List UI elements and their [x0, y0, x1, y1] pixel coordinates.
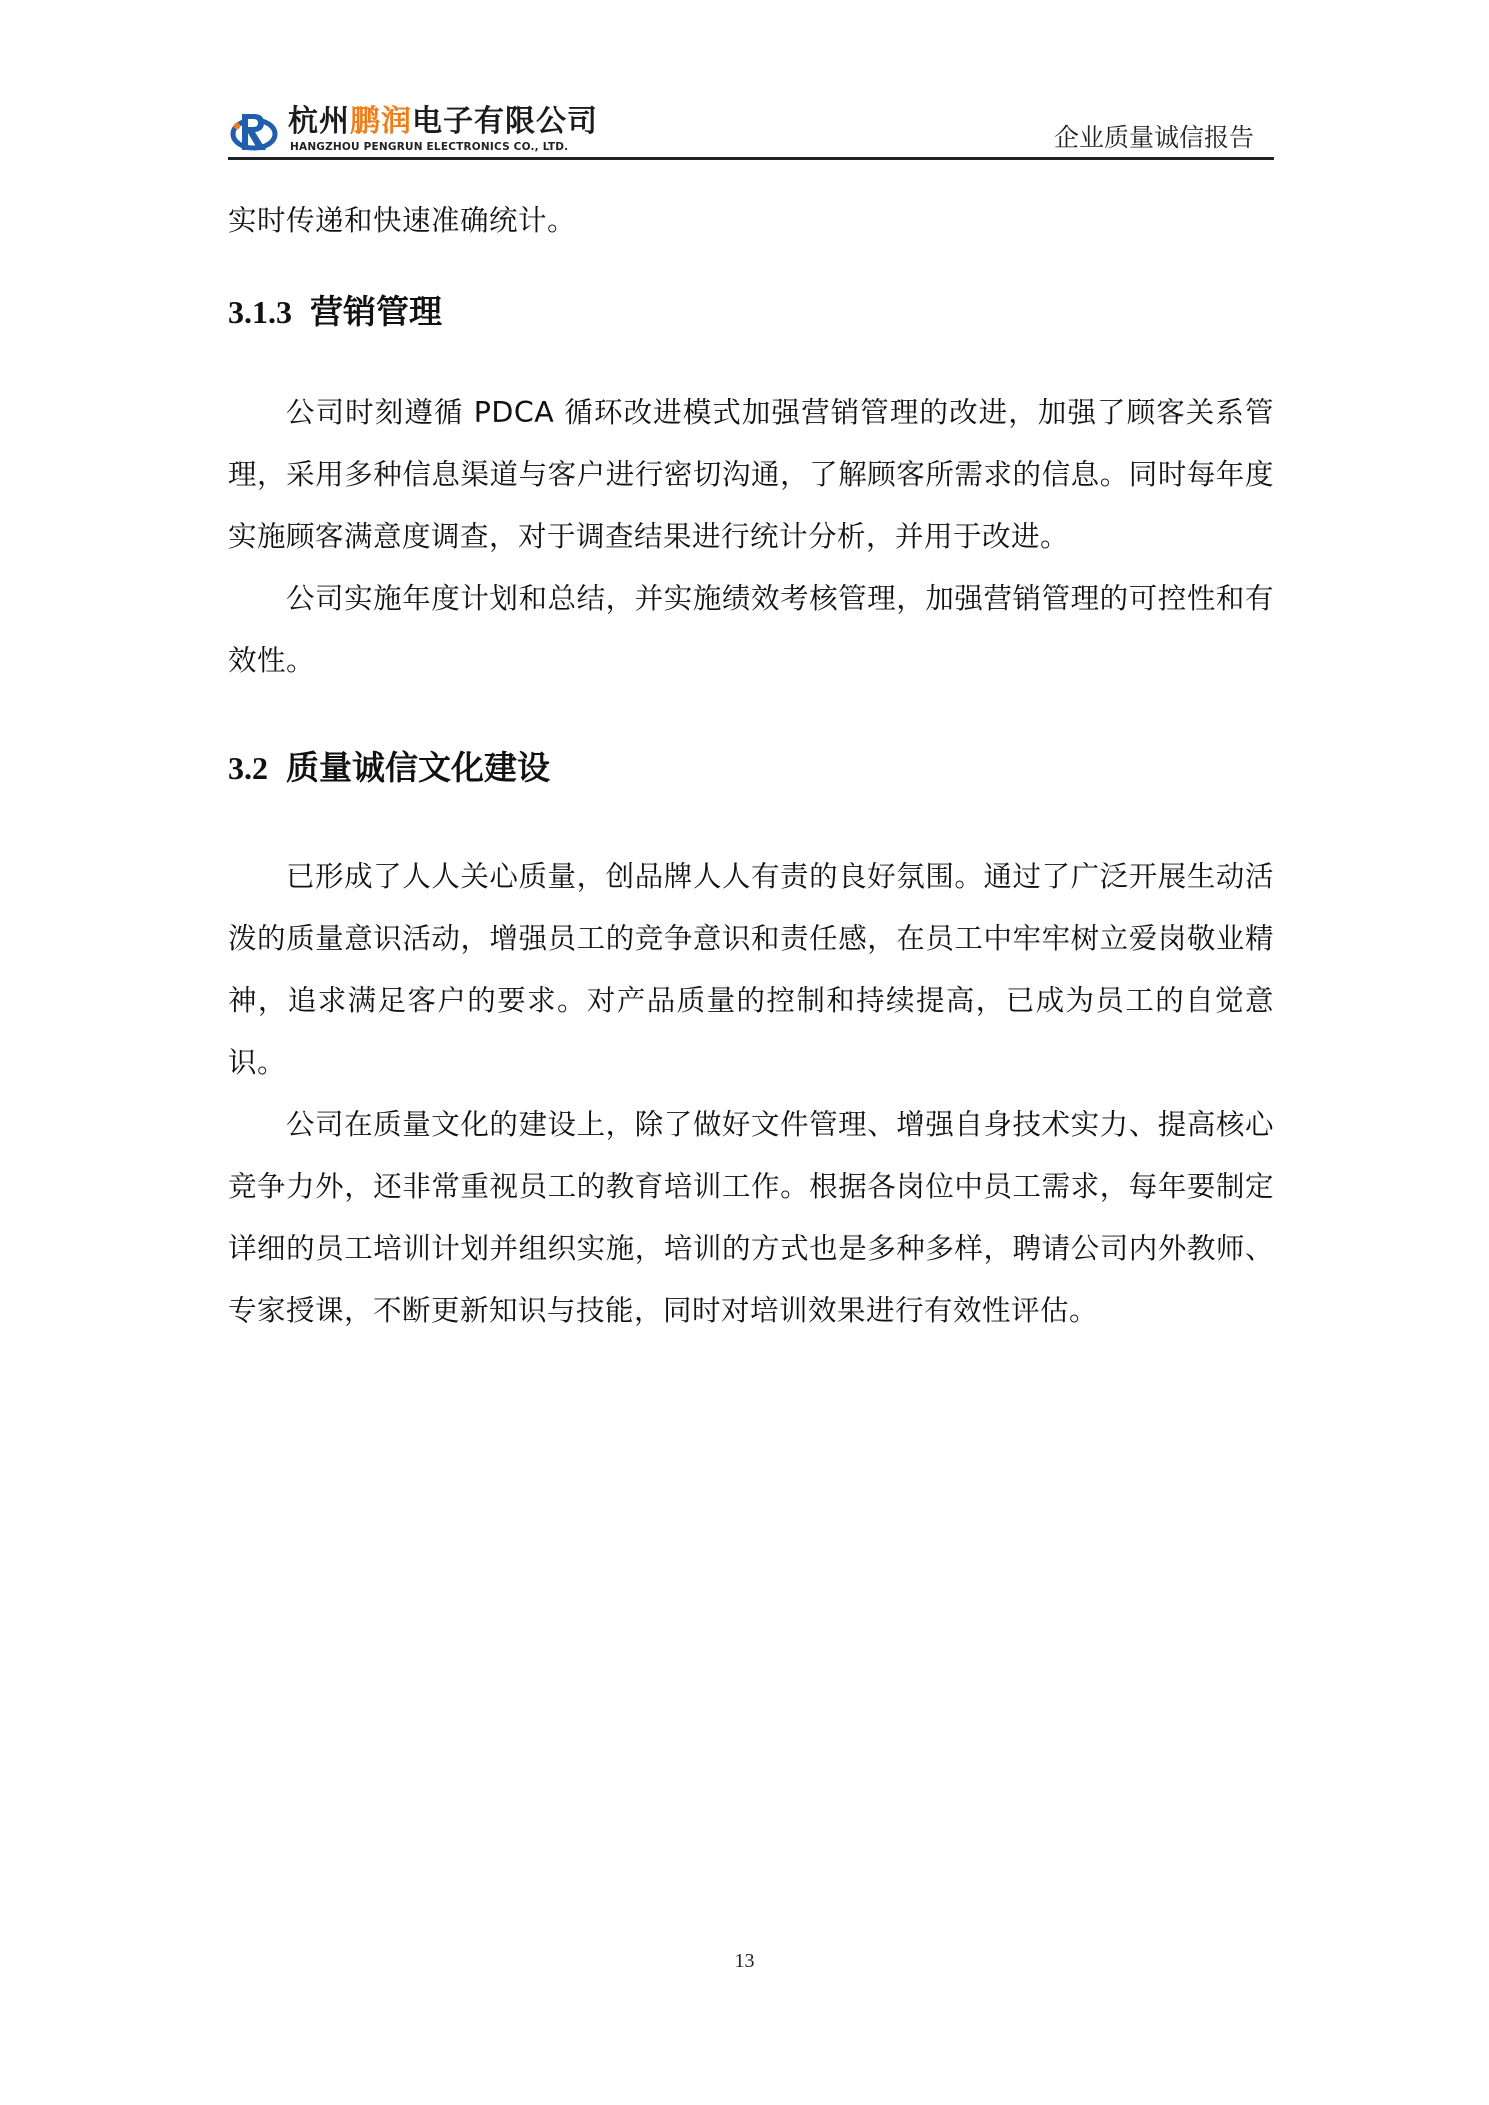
body-paragraph: 公司实施年度计划和总结，并实施绩效考核管理，加强营销管理的可控性和有效性。 [228, 582, 1274, 677]
company-name-en: HANGZHOU PENGRUN ELECTRONICS CO., LTD. [290, 141, 569, 153]
section-number: 3.2 [228, 750, 268, 786]
section-heading-3-2 [228, 748, 1274, 788]
company-name-part: 杭州 [288, 104, 350, 139]
body-paragraph: 公司时刻遵循 PDCA 循环改进模式加强营销管理的改进，加强了顾客关系管理，采用多种信息渠道与客户进行密切沟通，了解顾客所需求的信息。同时每年度实施顾客满意度调查，对于调查结果进行统计分析，并用于改进。 [228, 396, 1274, 553]
company-name-cn [288, 105, 598, 139]
section-title: 营销管理 [310, 292, 442, 331]
section-heading-3-1-3 [228, 292, 1274, 332]
body-paragraph: 公司在质量文化的建设上，除了做好文件管理、增强自身技术实力、提高核心竞争力外，还非常重视员工的教育培训工作。根据各岗位中员工需求，每年要制定详细的员工培训计划并组织实施，培训的方式也是多种多样，聘请公司内外教师、专家授课，不断更新知识与技能，同时对培训效果进行有效性评估。 [228, 1108, 1274, 1327]
section-number: 3.1.3 [228, 294, 292, 330]
page-body [228, 190, 1274, 1342]
continued-paragraph: 实时传递和快速准确统计。 [228, 204, 577, 237]
company-name-part: 电子有限公司 [412, 104, 598, 139]
company-name-part-highlight: 鹏润 [350, 104, 412, 139]
page-header [228, 100, 1274, 160]
header-divider [228, 157, 1274, 160]
company-logo-icon [228, 106, 280, 158]
section-title: 质量诚信文化建设 [286, 748, 550, 787]
page-number: 13 [734, 1950, 755, 1972]
report-title: 企业质量诚信报告 [1053, 123, 1254, 152]
body-paragraph: 已形成了人人关心质量，创品牌人人有责的良好氛围。通过了广泛开展生动活泼的质量意识活动，增强员工的竞争意识和责任感，在员工中牢牢树立爱岗敬业精神，追求满足客户的要求。对产品质量的控制和持续提高，已成为员工的自觉意识。 [228, 860, 1274, 1079]
